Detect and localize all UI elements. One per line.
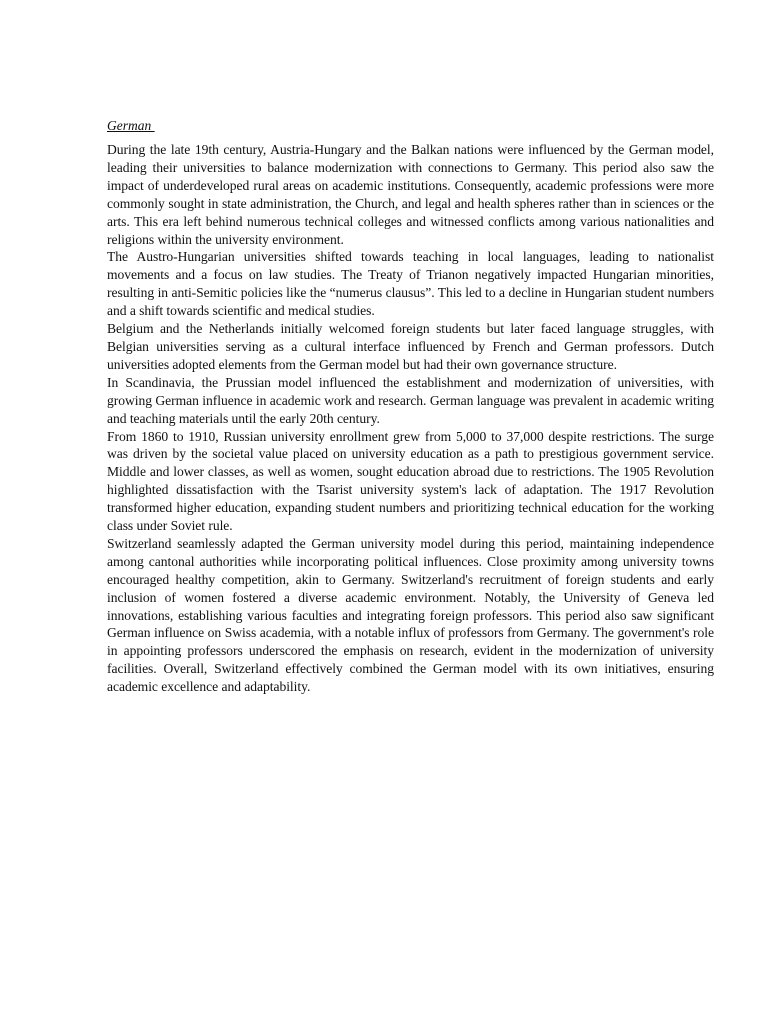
paragraph-russia: From 1860 to 1910, Russian university enrollment grew from 5,000 to 37,000 despite restrictions. The surge was driven by the societal value placed on university education as a path to prestigious government service. Middle and lower classes, as well as women, sought education abroad due to restrictions. The 1905 Revolution highlighted dissatisfaction with the Tsarist university system's lack of adaptation. The 1917 Revolution transformed higher education, expanding student numbers and prioritizing technical education for the working class under Soviet rule. — [107, 428, 714, 534]
paragraph-belgium-netherlands: Belgium and the Netherlands initially welcomed foreign students but later faced language struggles, with Belgian universities serving as a cultural interface influenced by French and German professors. Dutch universities adopted elements from the German model but had their own governance structure. — [107, 321, 714, 372]
paragraph-austria-hungary-balkans: During the late 19th century, Austria-Hungary and the Balkan nations were influenced by the German model, leading their universities to balance modernization with connections to Germany. This period also saw the impact of underdeveloped rural areas on academic institutions. Consequently, academic professions were more commonly sought in state administration, the Church, and legal and health spheres rather than in sciences or the arts. This era left behind numerous technical colleges and witnessed conflicts among various nationalities and religions within the university environment. — [107, 142, 714, 247]
document-page — [107, 117, 714, 696]
paragraph-switzerland: Switzerland seamlessly adapted the German university model during this period, maintaining independence among cantonal authorities while incorporating political influences. Close proximity among university towns encouraged healthy competition, akin to Germany. Switzerland's recruitment of foreign students and early inclusion of women fostered a diverse academic environment. Notably, the University of Geneva led innovations, establishing various faculties and integrating foreign professors. This period also saw significant German influence on Swiss academia, with a notable influx of professors from Germany. The government's role in appointing professors underscored the emphasis on research, evident in the modernization of university facilities. Overall, Switzerland effectively combined the German model with its own initiatives, ensuring academic excellence and adaptability. — [107, 535, 714, 695]
paragraph-austro-hungarian-universities: The Austro-Hungarian universities shifted towards teaching in local languages, leading to nationalist movements and a focus on law studies. The Treaty of Trianon negatively impacted Hungarian minorities, resulting in anti-Semitic policies like the “numerus clausus”. This led to a decline in Hungarian student numbers and a shift towards scientific and medical studies. — [107, 249, 714, 319]
paragraph-scandinavia: In Scandinavia, the Prussian model influenced the establishment and modernization of universities, with growing German influence in academic work and research. German language was prevalent in academic writing and teaching materials until the early 20th century. — [107, 374, 714, 426]
section-heading: German — [107, 118, 155, 133]
